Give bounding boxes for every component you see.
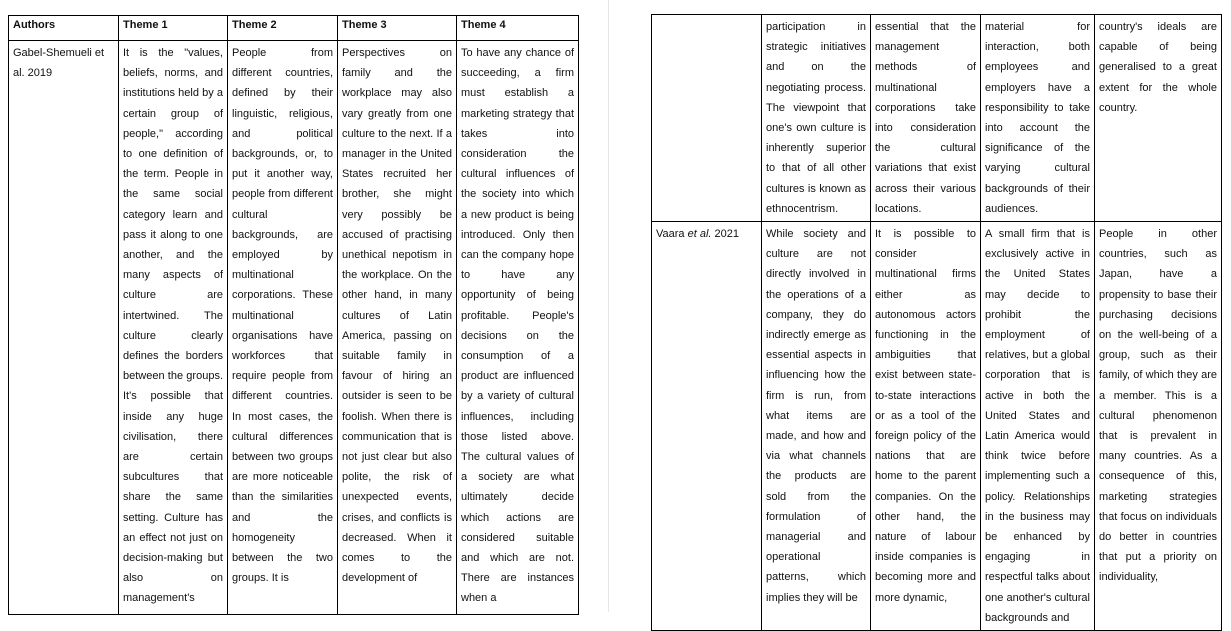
theme1-cell: While society and culture are not directly involved in the operations of a company, they do indirectly emerge as essential aspects in influencing how the firm is run, from what items are made, and how and via what channels the products are sold from the formulation of managerial and operational patterns, which implies they will be (762, 222, 871, 631)
header-row (9, 16, 579, 41)
themes-table-left (8, 15, 579, 615)
header-theme-2: Theme 2 (228, 16, 338, 41)
author-cell (652, 222, 762, 631)
author-etal: et al. (687, 228, 712, 241)
theme4-cell: To have any chance of succeeding, a firm must establish a marketing strategy that takes into consideration the cultural influences of the society into which a new product is being introduced. Only then can the company hope to have any opportunity of being profitable. People's decisions on the consumption of a product are influenced by a variety of cultural influences, including those listed above. The cultural values of a society are what ultimately decide which actions are considered suitable and which are not. There are instances when a (457, 41, 579, 615)
theme2-cell: It is possible to consider multinational firms either as autonomous actors functioning in the ambiguities that exist between state-to-state interactions or as a tool of the foreign policy of the nations that are home to the parent companies. On the other hand, the nature of labour inside companies is becoming more and more dynamic, (871, 222, 981, 631)
theme3-cell: Perspectives on family and the workplace may also vary greatly from one culture to the next. If a manager in the United States recruited her brother, she might very possibly be accused of practising unethical nepotism in the workplace. On the other hand, in many cultures of Latin America, passing on suitable family in favour of hiring an outsider is seen to be foolish. When there is communication that is not just clear but also polite, the risk of unexpected events, crises, and conflicts is decreased. When it comes to the development of (338, 41, 457, 615)
theme1-cell: It is the "values, beliefs, norms, and institutions held by a certain group of people," according to one definition of the term. People in the same social category learn and pass it along to one another, and the many aspects of culture are intertwined. The culture clearly defines the borders between the groups. It's possible that inside any huge civilisation, there are certain subcultures that share the same setting. Culture has an effect not just on decision-making but also on management's (119, 41, 228, 615)
themes-table-right (651, 14, 1222, 631)
theme1-cell: participation in strategic initiatives and on the negotiating process. The viewpoint that one's own culture is inherently superior to that of all other cultures is known as ethnocentrism. (762, 15, 871, 222)
header-authors: Authors (9, 16, 119, 41)
theme2-cell: essential that the management methods of multinational corporations take into consideration the cultural variations that exist across their various locations. (871, 15, 981, 222)
right-page (622, 0, 1231, 624)
theme3-cell: A small firm that is exclusively active in the United States may decide to prohibit the employment of relatives, but a global corporation that is active in both the United States and Latin America would think twice before implementing such a policy. Relationships in the business may be enhanced by engaging in respectful talks about one another's cultural backgrounds and (981, 222, 1095, 631)
theme4-cell: People in other countries, such as Japan, have a propensity to base their purchasing decisions on the well-being of a group, such as their family, of which they are a member. This is a cultural phenomenon that is prevalent in many countries. As a consequence of this, marketing strategies that focus on individuals do better in countries that put a priority on individuality, (1095, 222, 1222, 631)
table-row (652, 15, 1222, 222)
header-theme-1: Theme 1 (119, 16, 228, 41)
theme4-cell: country's ideals are capable of being generalised to a great extent for the whole country. (1095, 15, 1222, 222)
author-year: 2021 (711, 228, 739, 241)
page-gutter (608, 0, 622, 612)
theme3-cell: material for interaction, both employees and employers have a responsibility to take into account the significance of the varying cultural backgrounds of their audiences. (981, 15, 1095, 222)
author-cell: Gabel-Shemueli et al. 2019 (9, 41, 119, 615)
header-theme-4: Theme 4 (457, 16, 579, 41)
table-row (9, 41, 579, 615)
table-row (652, 222, 1222, 631)
author-name: Vaara (656, 228, 688, 241)
header-theme-3: Theme 3 (338, 16, 457, 41)
left-page (0, 0, 608, 612)
theme2-cell: People from different countries, defined by their linguistic, religious, and political backgrounds, or, to put it another way, people from different cultural backgrounds, are employed by multinational corporations. These multinational organisations have workforces that require people from different countries. In most cases, the cultural differences between two groups are more noticeable than the similarities and the homogeneity between the two groups. It is (228, 41, 338, 615)
author-cell (652, 15, 762, 222)
